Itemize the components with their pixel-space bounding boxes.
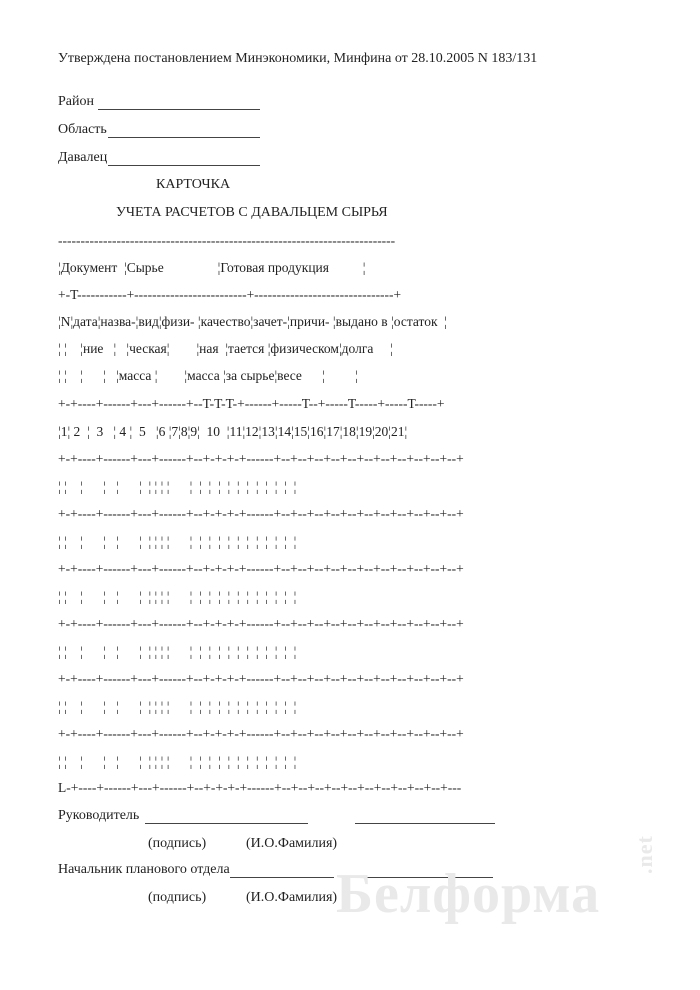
director-signature-caption: (подпись) [148,836,207,851]
table-row[interactable]: ¦ ¦ ¦ ¦ ¦ ¦ ¦ ¦ ¦ ¦ ¦ ¦ ¦ ¦ ¦ ¦ ¦ ¦ ¦ ¦ ¦ ¦ [58,644,297,659]
table-row-divider: +-+----+------+---+------+--+-+-+-+------+--+--+--+--+--+--+--+--+--+--+--+ [58,451,464,466]
customer-field-line[interactable] [108,165,260,166]
region-field-line[interactable] [108,137,260,138]
table-column-numbers: ¦1¦ 2 ¦ 3 ¦ 4 ¦ 5 ¦6 ¦7¦8¦9¦ 10 ¦11¦12¦13¦14¦15¦16¦17¦18¦19¦20¦21¦ [58,424,408,439]
table-header-row-3: ¦ ¦ ¦ние ¦ ¦ческая¦ ¦ная ¦тается ¦физическом¦долга ¦ [58,341,393,356]
table-row[interactable]: ¦ ¦ ¦ ¦ ¦ ¦ ¦ ¦ ¦ ¦ ¦ ¦ ¦ ¦ ¦ ¦ ¦ ¦ ¦ ¦ ¦ ¦ [58,589,297,604]
table-header-divider-2: +-+----+------+---+------+--T-T-T-+------+-----T--+-----T-----+-----T-----+ [58,396,445,411]
director-name-caption: (И.О.Фамилия) [246,836,338,851]
approval-note: Утверждена постановлением Минэкономики, Минфина от 28.10.2005 N 183/131 [58,51,538,66]
region-label: Область [58,122,107,137]
planning-head-label: Начальник планового отдела [58,862,230,877]
director-signature-line[interactable] [145,823,308,824]
district-field-line[interactable] [98,109,260,110]
table-row[interactable]: ¦ ¦ ¦ ¦ ¦ ¦ ¦ ¦ ¦ ¦ ¦ ¦ ¦ ¦ ¦ ¦ ¦ ¦ ¦ ¦ ¦ ¦ [58,754,297,769]
card-title: КАРТОЧКА [156,177,231,192]
table-row[interactable]: ¦ ¦ ¦ ¦ ¦ ¦ ¦ ¦ ¦ ¦ ¦ ¦ ¦ ¦ ¦ ¦ ¦ ¦ ¦ ¦ ¦ ¦ [58,479,297,494]
table-row-divider: +-+----+------+---+------+--+-+-+-+------+--+--+--+--+--+--+--+--+--+--+--+ [58,506,464,521]
customer-label: Давалец [58,150,108,165]
table-row-divider: +-+----+------+---+------+--+-+-+-+------+--+--+--+--+--+--+--+--+--+--+--+ [58,616,464,631]
table-top-rule: --------------------------------------------------------------------------- [58,233,396,248]
belforma-watermark [336,835,657,926]
table-row-divider: +-+----+------+---+------+--+-+-+-+------+--+--+--+--+--+--+--+--+--+--+--+ [58,726,464,741]
table-bottom-rule: L-+----+------+---+------+--+-+-+-+------+--+--+--+--+--+--+--+--+--+--+--- [58,780,462,795]
planning-head-name-caption: (И.О.Фамилия) [246,890,338,905]
table-row[interactable]: ¦ ¦ ¦ ¦ ¦ ¦ ¦ ¦ ¦ ¦ ¦ ¦ ¦ ¦ ¦ ¦ ¦ ¦ ¦ ¦ ¦ ¦ [58,534,297,549]
planning-head-signature-line[interactable] [230,877,334,878]
table-header-row-4: ¦ ¦ ¦ ¦ ¦масса ¦ ¦масса ¦за сырье¦весе ¦ ¦ [58,368,358,383]
table-row-divider: +-+----+------+---+------+--+-+-+-+------+--+--+--+--+--+--+--+--+--+--+--+ [58,671,464,686]
table-row-divider: +-+----+------+---+------+--+-+-+-+------+--+--+--+--+--+--+--+--+--+--+--+ [58,561,464,576]
watermark-suffix: .net [632,835,657,874]
table-header-row-1: ¦Документ ¦Сырье ¦Готовая продукция ¦ [58,260,366,275]
table-header-row-2: ¦N¦дата¦назва-¦вид¦физи- ¦качество¦зачет-¦причи- ¦выдано в ¦остаток ¦ [58,314,448,329]
card-subtitle: УЧЕТА РАСЧЕТОВ С ДАВАЛЬЦЕМ СЫРЬЯ [116,205,388,220]
planning-head-signature-caption: (подпись) [148,890,207,905]
district-label: Район [58,94,94,109]
watermark-text: Белформа [336,863,601,925]
director-name-line[interactable] [355,823,495,824]
table-header-divider-1: +-T-----------+-------------------------+-------------------------------+ [58,287,402,302]
director-label: Руководитель [58,808,140,823]
table-row[interactable]: ¦ ¦ ¦ ¦ ¦ ¦ ¦ ¦ ¦ ¦ ¦ ¦ ¦ ¦ ¦ ¦ ¦ ¦ ¦ ¦ ¦ ¦ [58,699,297,714]
